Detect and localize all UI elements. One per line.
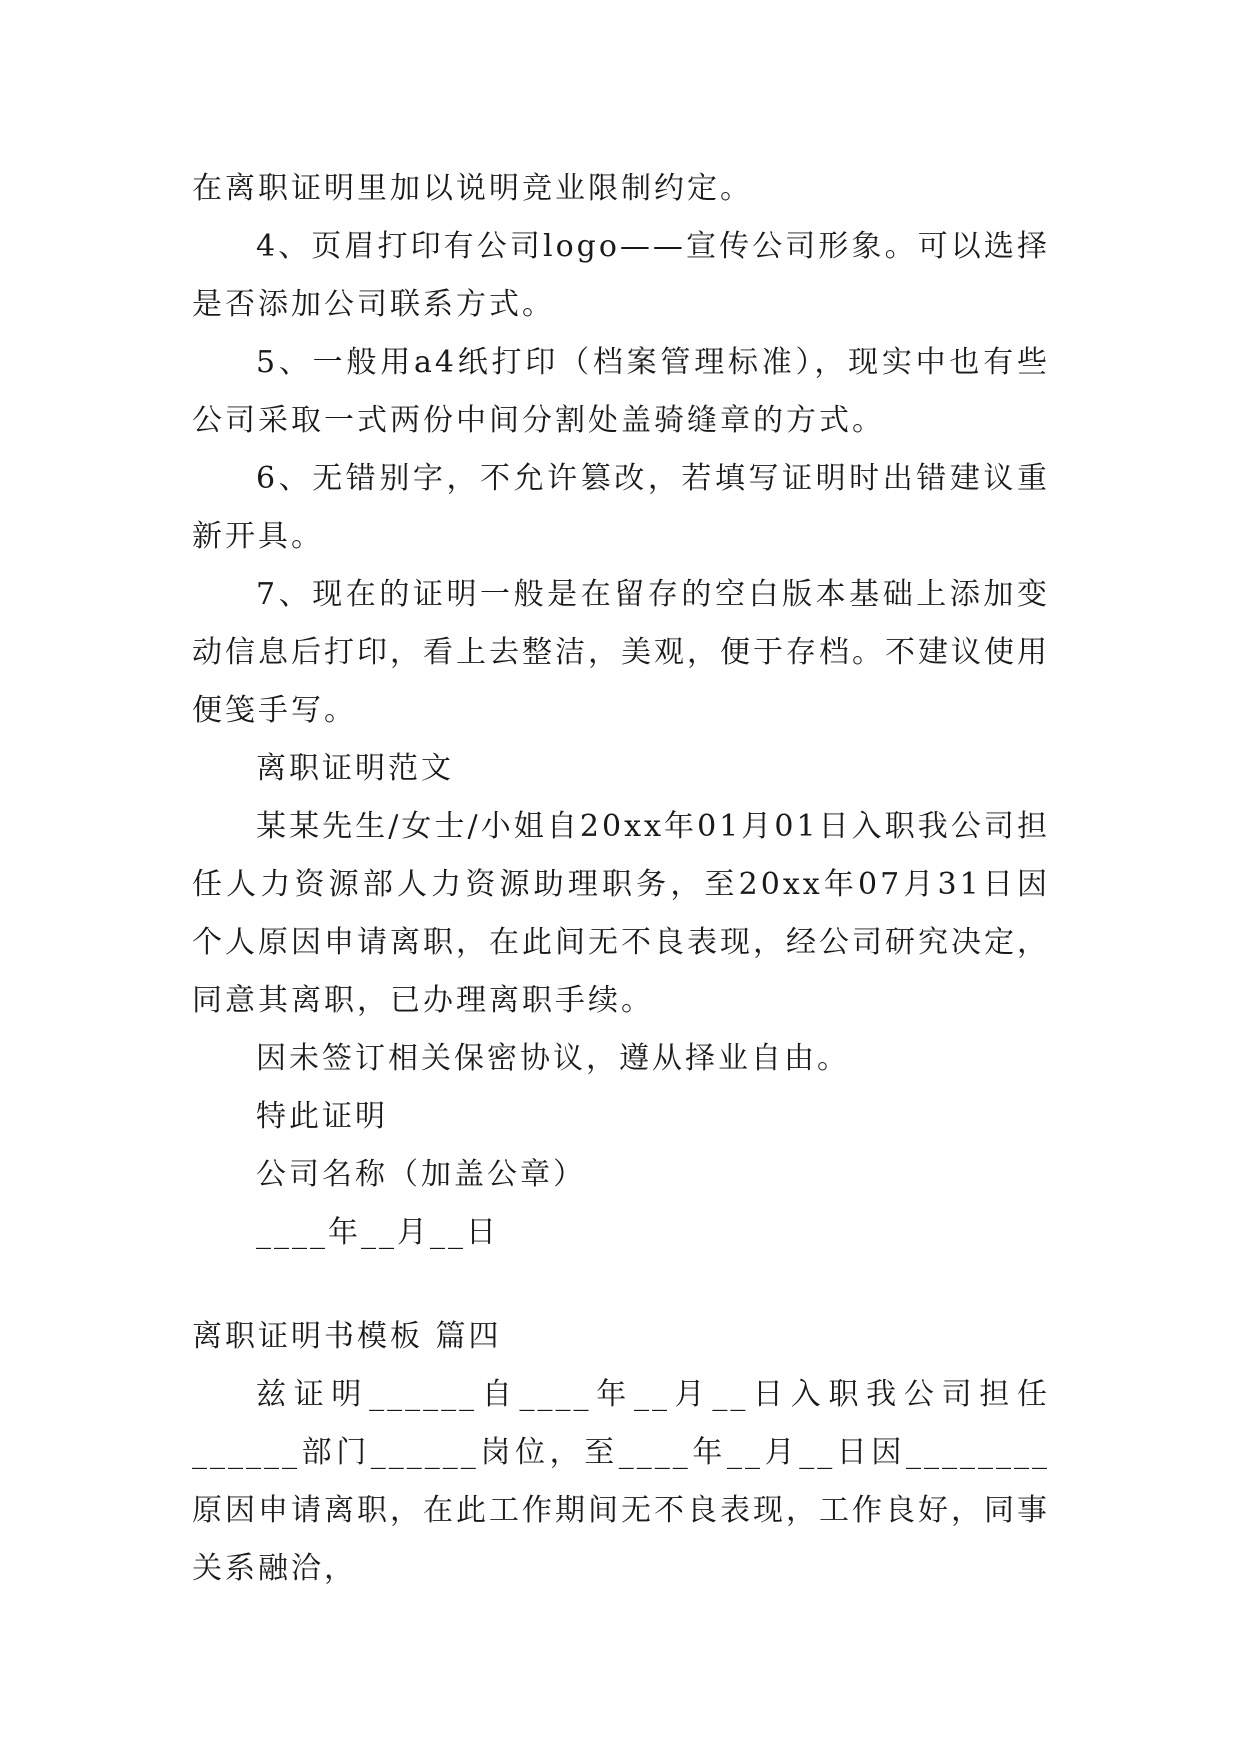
company-signature-line: 公司名称（加盖公章）	[256, 1157, 586, 1192]
document-body	[192, 160, 1050, 1598]
date-line: ____年__月__日	[256, 1215, 499, 1250]
paragraph: 在离职证明里加以说明竞业限制约定。	[192, 171, 753, 206]
paragraph: 7、现在的证明一般是在留存的空白版本基础上添加变动信息后打印，看上去整洁，美观，便于存档。不建议使用便笺手写。	[192, 577, 1050, 728]
paragraph: 4、页眉打印有公司logo——宣传公司形象。可以选择是否添加公司联系方式。	[192, 229, 1050, 322]
closing-line: 特此证明	[256, 1099, 388, 1134]
paragraph: 某某先生/女士/小姐自20xx年01月01日入职我公司担任人力资源部人力资源助理职务，至20xx年07月31日因个人原因申请离职，在此间无不良表现，经公司研究决定，同意其离职，已办理离职手续。	[192, 809, 1050, 1018]
paragraph: 5、一般用a4纸打印（档案管理标准），现实中也有些公司采取一式两份中间分割处盖骑缝章的方式。	[192, 345, 1050, 438]
section-spacer	[192, 1262, 1050, 1308]
paragraph: 兹证明______自____年__月__日入职我公司担任______部门______岗位，至____年__月__日因________原因申请离职，在此工作期间无不良表现，工作良好，同事关系融洽，	[192, 1377, 1050, 1586]
paragraph: 因未签订相关保密协议，遵从择业自由。	[256, 1041, 850, 1076]
paragraph: 6、无错别字，不允许篡改，若填写证明时出错建议重新开具。	[192, 461, 1050, 554]
example-heading: 离职证明范文	[256, 751, 454, 786]
section-title: 离职证明书模板 篇四	[192, 1319, 502, 1354]
